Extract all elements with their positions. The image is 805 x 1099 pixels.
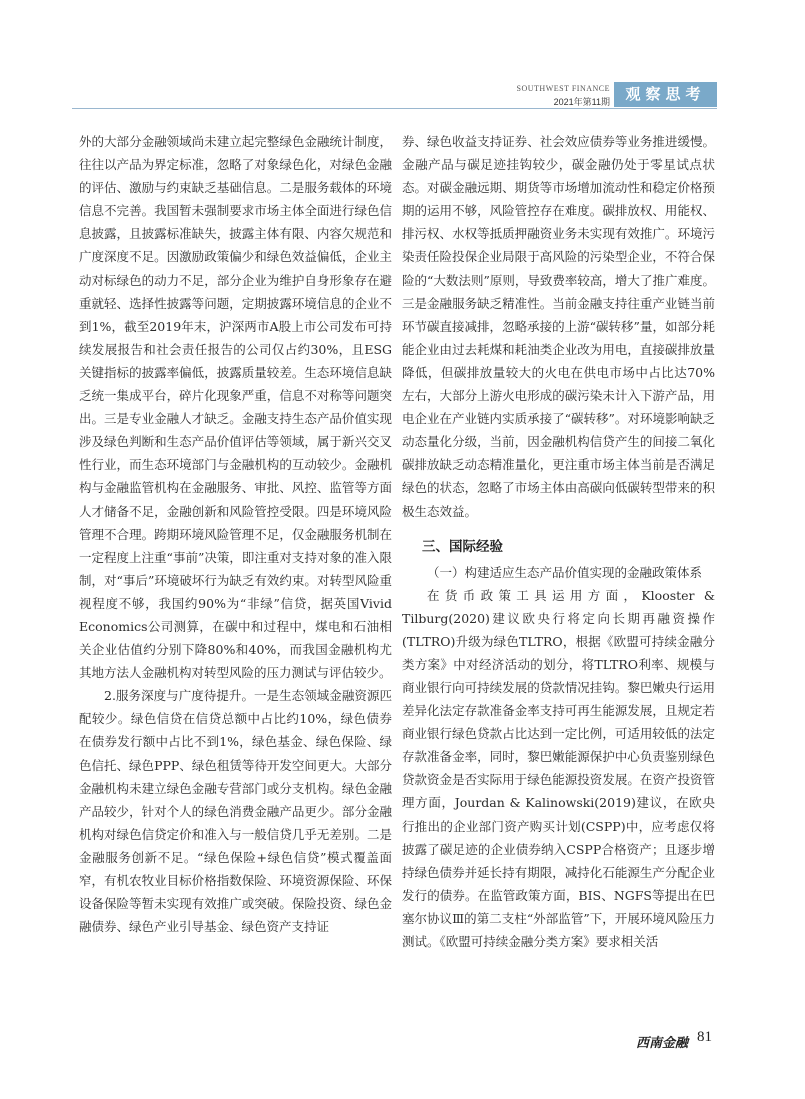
right-paragraph-2: 在货币政策工具运用方面，Klooster & Tilburg(2020)建议欧央行将定向长期再融资操作(TLTRO)升级为绿色TLTRO，根据《欧盟可持续金融分类方案》中对经济活动的划分，将TLTRO利率、规模与商业银行向可持续发展的贷款情况挂钩。黎巴嫩央行运用差异化法定存款准备金率支持可再生能源发展，且规定若商业银行绿色贷款占比达到一定比例，可适用较低的法定存款准备金率，同时，黎巴嫩能源保护中心负责鉴别绿色贷款资金是否实际用于绿色能源投资发展。在资产投资管理方面，Jourdan & Kalinowski(2019)建议，在欧央行推出的企业部门资产购买计划(CSPP)中，应考虑仅将披露了碳足迹的企业债券纳入CSPP合格资产；且逐步增持绿色债券并延长持有期限，减持化石能源生产分配企业发行的债券。在监管政策方面，BIS、NGFS等提出在巴塞尔协议Ⅲ的第二支柱“外部监管”下，开展环境风险压力测试。《欧盟可持续金融分类方案》要求相关活 (402, 587, 715, 949)
subsection-title: （一）构建适应生态产品价值实现的金融政策体系 (427, 564, 703, 580)
header-rule (72, 108, 717, 109)
page-number: 81 (697, 1029, 712, 1045)
journal-logo: 西南金融 (636, 1036, 689, 1051)
journal-english-name: SOUTHWEST FINANCE (516, 84, 610, 93)
right-paragraph-1: 券、绿色收益支持证券、社会效应债券等业务推进缓慢。金融产品与碳足迹挂钩较少，碳金融仍处于零星试点状态。对碳金融远期、期货等市场增加流动性和稳定价格预期的运用不够，风险管控存在难度。碳排放权、用能权、排污权、水权等抵质押融资业务未实现有效推广。环境污染责任险投保企业局限于高风险的污染型企业，不符合保险的“大数法则”原则，导致费率较高，增大了推广难度。三是金融服务缺乏精准性。当前金融支持往重产业链当前环节碳直接减排，忽略承接的上游“碳转移”量，如部分耗能企业由过去耗煤和耗油类企业改为用电，直接碳排放量降低，但碳排放量较大的火电在供电市场中占比达70%左右，大部分上游火电形成的碳污染未计入下游产品，用电企业在产业链内实质承接了“碳转移”。对环境影响缺乏动态量化分级，当前，因金融机构信贷产生的间接二氧化碳排放缺乏动态精准量化，更注重市场主体当前是否满足绿色的状态，忽略了市场主体由高碳向低碳转型带来的积极生态效益。 (402, 134, 715, 519)
left-column (79, 130, 392, 938)
left-paragraph-2: 2.服务深度与广度待提升。一是生态领域金融资源匹配较少。绿色信贷在信贷总额中占比约10%，绿色债券在债券发行额中占比不到1%，绿色基金、绿色保险、绿色信托、绿色PPP、绿色租赁等待开发空间更大。大部分金融机构未建立绿色金融专营部门或分支机构。绿色金融产品较少，针对个人的绿色消费金融产品更少。部分金融机构对绿色信贷定价和准入与一般信贷几乎无差别。二是金融服务创新不足。“绿色保险+绿色信贷”模式覆盖面窄，有机农牧业目标价格指数保险、环境资源保险、环保设备保险等暂未实现有效推广或突破。保险投资、绿色金融债券、绿色产业引导基金、绿色资产支持证 (79, 688, 392, 935)
issue-label: 2021年第11期 (553, 97, 610, 107)
left-paragraph-1: 外的大部分金融领域尚未建立起完整绿色金融统计制度，往往以产品为界定标准，忽略了对象绿色化，对绿色金融的评估、激励与约束缺乏基础信息。二是服务载体的环境信息不完善。我国暂未强制要求市场主体全面进行绿色信息披露，且披露标准缺失，披露主体有限、内容欠规范和广度深度不足。因激励政策偏少和绿色效益偏低，企业主动对标绿色的动力不足，部分企业为维护自身形象存在避重就轻、选择性披露等问题，定期披露环境信息的企业不到1%，截至2019年末，沪深两市A股上市公司发布可持续发展报告和社会责任报告的公司仅占约30%，且ESG关键指标的披露率偏低，披露质量较差。生态环境信息缺乏统一集成平台，碎片化现象严重，信息不对称等问题突出。三是专业金融人才缺乏。金融支持生态产品价值实现涉及绿色判断和生态产品价值评估等领域，属于新兴交叉性行业，而生态环境部门与金融机构的互动较少。金融机构与金融监管机构在金融服务、审批、风控、监管等方面人才储备不足，金融创新和风险管控受限。四是环境风险管理不合理。跨期环境风险管理不足，仅金融服务机制在一定程度上注重“事前”决策，即注重对支持对象的准入限制，对“事后”环境破坏行为缺乏有效约束。对转型风险重视程度不够，我国约90%为“非绿”信贷，据英国Vivid Economics公司测算，在碳中和过程中，煤电和石油相关企业估值约分别下降80%和40%，而我国金融机构尤其地方法人金融机构对转型风险的压力测试与评估较少。 (79, 134, 392, 681)
right-column (402, 130, 715, 953)
section-title: 三、国际经验 (422, 538, 503, 555)
column-name-badge: 观察思考 (614, 82, 717, 107)
